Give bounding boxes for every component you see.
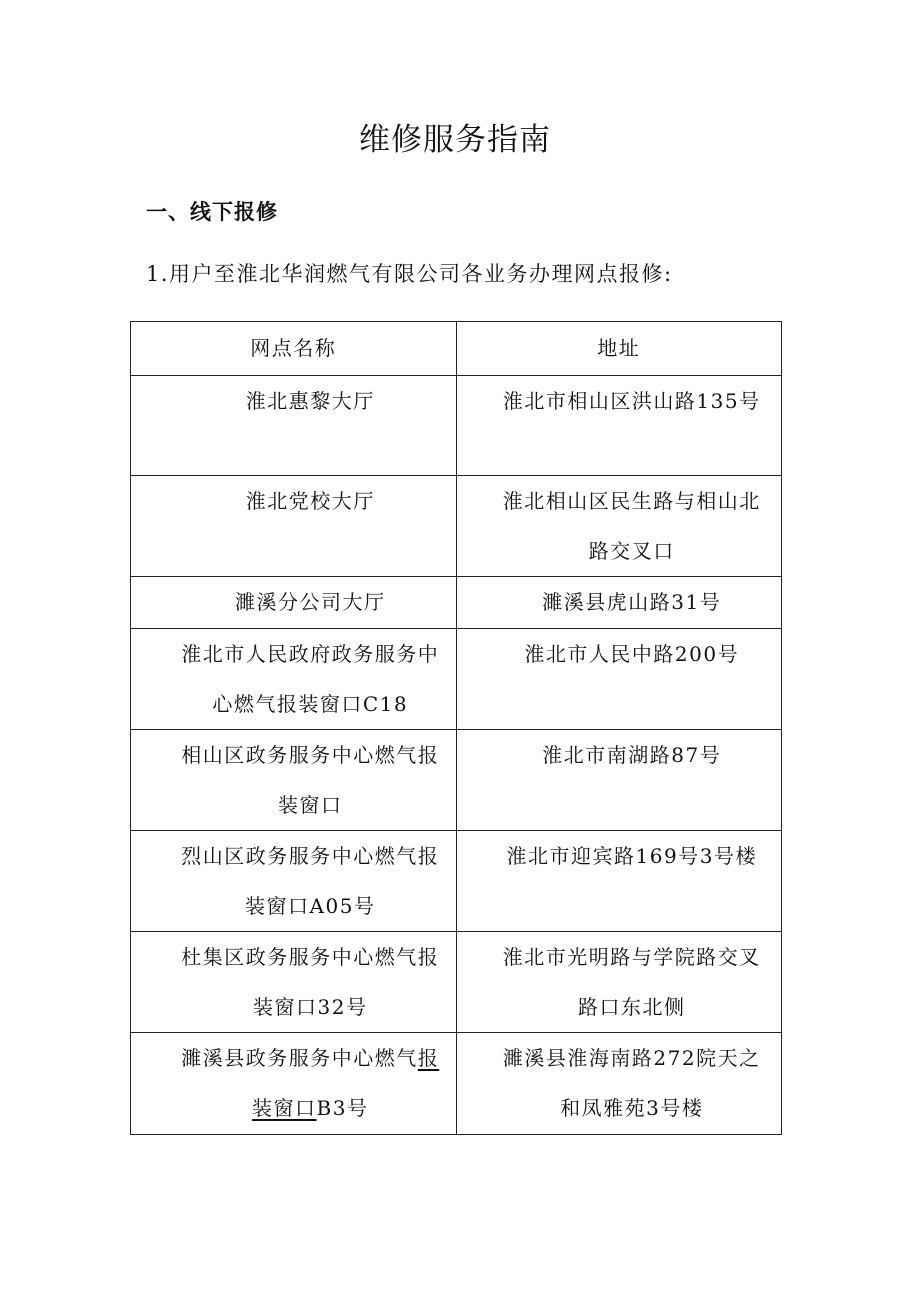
outlet-address: 淮北市南湖路87号 [542, 743, 722, 767]
table-row [131, 629, 782, 730]
outlet-name: 濉溪分公司大厅 [235, 590, 386, 614]
address-cell [456, 730, 782, 831]
table-row [131, 1033, 782, 1135]
outlet-name: 相山区政务服务中心燃气报装窗口 [181, 743, 440, 817]
outlet-name-cell [131, 629, 457, 730]
outlet-address: 淮北市光明路与学院路交叉路口东北侧 [502, 945, 761, 1019]
address-cell [456, 831, 782, 932]
outlet-name-underlined-part: 报装窗口 [252, 1046, 440, 1120]
header-outlet-name: 网点名称 [131, 322, 457, 376]
table-row [131, 577, 782, 629]
table-row [131, 730, 782, 831]
table-header-row [131, 322, 782, 376]
outlet-name: 淮北党校大厅 [245, 489, 375, 513]
outlet-name-cell [131, 730, 457, 831]
outlet-name: 淮北市人民政府政务服务中心燃气报装窗口C18 [181, 642, 440, 716]
address-cell [456, 476, 782, 577]
table-row [131, 376, 782, 476]
header-address: 地址 [456, 322, 782, 376]
outlet-name-cell [131, 932, 457, 1033]
outlets-table [130, 321, 782, 1135]
intro-paragraph: 1.用户至淮北华润燃气有限公司各业务办理网点报修: [146, 262, 673, 286]
address-cell [456, 376, 782, 476]
outlet-name-cell [131, 1033, 457, 1135]
outlet-address: 淮北市相山区洪山路135号 [502, 389, 761, 413]
outlet-name-line-1: 濉溪县政务服务中心燃气 [181, 1046, 418, 1070]
outlet-name-line-2-rest: B3号 [316, 1096, 369, 1120]
table-row [131, 932, 782, 1033]
outlet-name: 杜集区政务服务中心燃气报装窗口32号 [181, 945, 440, 1019]
outlet-name: 淮北惠黎大厅 [245, 389, 375, 413]
address-cell [456, 577, 782, 629]
outlet-name [131, 1033, 456, 1133]
address-cell [456, 932, 782, 1033]
outlet-address: 淮北相山区民生路与相山北路交叉口 [502, 489, 761, 563]
outlet-name-cell [131, 577, 457, 629]
outlet-address: 濉溪县虎山路31号 [542, 590, 722, 614]
outlet-address: 淮北市迎宾路169号3号楼 [506, 844, 757, 868]
address-cell [456, 629, 782, 730]
address-cell [456, 1033, 782, 1135]
page-title: 维修服务指南 [359, 122, 551, 158]
outlet-address: 淮北市人民中路200号 [524, 642, 740, 666]
outlet-name-cell [131, 476, 457, 577]
table-row [131, 476, 782, 577]
section-heading: 一、线下报修 [146, 200, 278, 224]
outlet-address: 濉溪县淮海南路272院天之和凤雅苑3号楼 [502, 1046, 761, 1120]
outlet-name: 烈山区政务服务中心燃气报装窗口A05号 [181, 844, 440, 918]
table-row [131, 831, 782, 932]
outlet-name-cell [131, 831, 457, 932]
outlet-name-cell [131, 376, 457, 476]
